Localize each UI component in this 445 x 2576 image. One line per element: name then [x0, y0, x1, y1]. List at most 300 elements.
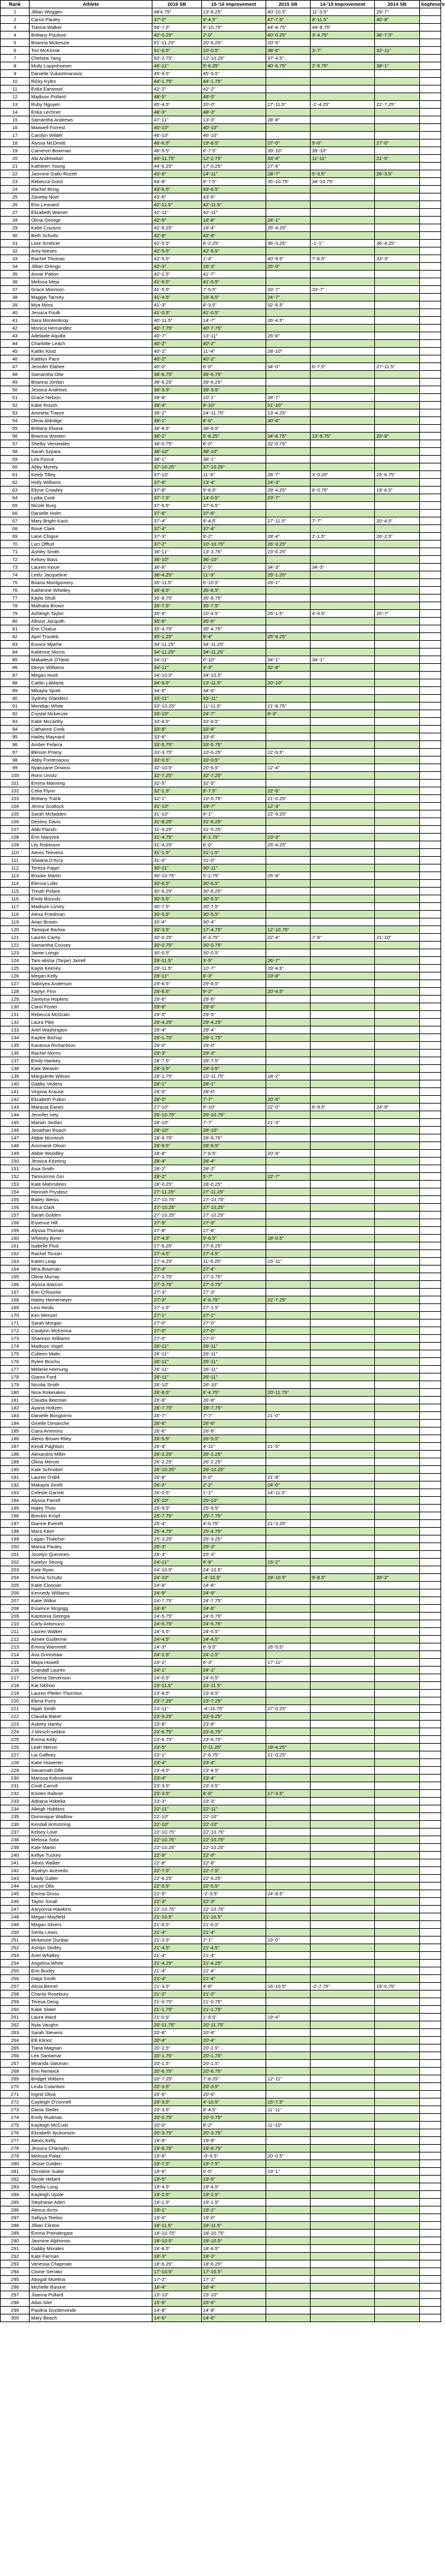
- cell-athlete: Jillian Orengo: [30, 263, 152, 271]
- cell-14-15-improvement: [311, 2307, 375, 2314]
- cell-2014-sb: [375, 1728, 419, 1736]
- cell-2014-sb: [375, 926, 419, 934]
- cell-athlete: Katienne Morris: [30, 648, 152, 656]
- header-15-16-improvement: 15-'16 Improvement: [201, 1, 266, 8]
- cell-2015-sb: [266, 903, 310, 911]
- cell-2015-sb: 39'-10": [266, 147, 310, 155]
- cell-athlete: Emma Schultz: [30, 1574, 152, 1582]
- cell-rank: 279: [1, 2152, 30, 2160]
- cell-2015-sb: 28'-10": [266, 348, 310, 355]
- cell-athlete: Alyssa Alarcon: [30, 1281, 152, 1289]
- cell-rank: 232: [1, 1790, 30, 1798]
- cell-15-16-improvement: 8'-1.75": [201, 834, 266, 841]
- table-row: [1, 1782, 441, 1790]
- cell-15-16-improvement: 27'-10.25": [201, 1212, 266, 1219]
- cell-athlete: Emma Prendergast: [30, 2230, 152, 2237]
- cell-sophomore: [419, 2137, 440, 2145]
- cell-2015-sb: 40'-9.5": [266, 255, 310, 263]
- cell-2015-sb: [266, 2206, 310, 2214]
- cell-sophomore: [419, 1990, 440, 1998]
- cell-rank: 104: [1, 803, 30, 810]
- cell-2015-sb: [266, 648, 310, 656]
- cell-14-15-improvement: [311, 1821, 375, 1829]
- cell-2016-sb: 23'-5": [152, 1744, 201, 1751]
- cell-2015-sb: [266, 1859, 310, 1867]
- cell-2016-sb: 29'-4": [152, 1026, 201, 1034]
- table-row: [1, 2083, 441, 2091]
- cell-14-15-improvement: [311, 895, 375, 903]
- cell-2016-sb: 15'-10": [152, 2291, 201, 2299]
- cell-sophomore: [419, 224, 440, 232]
- cell-15-16-improvement: 9'-4": [201, 633, 266, 641]
- table-row: [1, 93, 441, 101]
- cell-2014-sb: [375, 2199, 419, 2206]
- cell-sophomore: [419, 1751, 440, 1759]
- cell-sophomore: [419, 1104, 440, 1111]
- cell-2016-sb: 25'-4.75": [152, 1528, 201, 1535]
- cell-sophomore: [419, 934, 440, 942]
- cell-2014-sb: [375, 286, 419, 294]
- cell-14-15-improvement: [311, 1034, 375, 1042]
- table-row: [1, 31, 441, 39]
- cell-2014-sb: [375, 2083, 419, 2091]
- cell-14-15-improvement: [311, 2230, 375, 2237]
- cell-athlete: Bailey Weiss: [30, 1196, 152, 1204]
- cell-2016-sb: 34'-11.25": [152, 641, 201, 648]
- cell-14-15-improvement: [311, 710, 375, 718]
- cell-athlete: Livie Smelcer: [30, 240, 152, 247]
- table-row: [1, 201, 441, 209]
- cell-2015-sb: [266, 2284, 310, 2291]
- cell-15-16-improvement: 26'-11": [201, 1358, 266, 1366]
- cell-15-16-improvement: 40'-2": [201, 355, 266, 363]
- cell-15-16-improvement: 21'-4": [201, 1952, 266, 1960]
- cell-2015-sb: 34'-8.75": [266, 433, 310, 440]
- cell-rank: 58: [1, 448, 30, 456]
- cell-sophomore: [419, 1883, 440, 1890]
- table-row: [1, 402, 441, 409]
- table-row: [1, 286, 441, 294]
- cell-sophomore: [419, 1705, 440, 1713]
- cell-rank: 254: [1, 1960, 30, 1967]
- cell-rank: 252: [1, 1944, 30, 1952]
- cell-2016-sb: 20'-0": [152, 2122, 201, 2129]
- cell-2014-sb: [375, 1990, 419, 1998]
- table-row: [1, 247, 441, 255]
- cell-rank: 26: [1, 201, 30, 209]
- cell-rank: 44: [1, 340, 30, 348]
- cell-sophomore: [419, 232, 440, 240]
- cell-15-16-improvement: 39'-6.25": [201, 379, 266, 386]
- table-row: [1, 163, 441, 170]
- cell-2014-sb: [375, 1751, 419, 1759]
- cell-2015-sb: 23'-6.25": [266, 548, 310, 556]
- cell-athlete: Melanie Hornung: [30, 1366, 152, 1373]
- table-row: [1, 1790, 441, 1798]
- cell-athlete: Jocelyn Quinones: [30, 1551, 152, 1559]
- cell-2014-sb: [375, 1998, 419, 2006]
- cell-2016-sb: 19'-5": [152, 2176, 201, 2183]
- cell-athlete: Katie Cloonan: [30, 1582, 152, 1589]
- cell-2015-sb: [266, 1242, 310, 1250]
- cell-2015-sb: [266, 918, 310, 926]
- cell-rank: 208: [1, 1605, 30, 1613]
- cell-2016-sb: 21'-4": [152, 1929, 201, 1936]
- cell-2016-sb: 32'-1.5": [152, 787, 201, 795]
- cell-14-15-improvement: [311, 1913, 375, 1921]
- cell-rank: 199: [1, 1535, 30, 1543]
- table-row: [1, 1759, 441, 1767]
- table-row: [1, 16, 441, 24]
- cell-2016-sb: 39'-3.5": [152, 386, 201, 394]
- cell-2014-sb: [375, 1775, 419, 1782]
- cell-14-15-improvement: 5'-3.5": [311, 170, 375, 178]
- cell-2015-sb: [266, 340, 310, 348]
- cell-athlete: Arian Brown: [30, 918, 152, 926]
- cell-sophomore: [419, 525, 440, 533]
- cell-15-16-improvement: 7'-6.5": [201, 1150, 266, 1158]
- table-row: [1, 510, 441, 517]
- table-row: [1, 1212, 441, 1219]
- cell-14-15-improvement: [311, 1111, 375, 1119]
- table-row: [1, 1613, 441, 1620]
- table-row: [1, 1443, 441, 1451]
- cell-sophomore: [419, 1497, 440, 1505]
- cell-athlete: Lauren Carey: [30, 934, 152, 942]
- cell-athlete: Mara Kiker: [30, 1528, 152, 1535]
- cell-rank: 271: [1, 2091, 30, 2098]
- cell-sophomore: [419, 972, 440, 980]
- cell-2014-sb: [375, 2137, 419, 2145]
- cell-athlete: Emma Wammell: [30, 1643, 152, 1651]
- cell-2016-sb: 29'-1.75": [152, 1034, 201, 1042]
- cell-15-16-improvement: 18'-8": [201, 217, 266, 224]
- cell-sophomore: [419, 55, 440, 62]
- cell-14-15-improvement: [311, 2029, 375, 2037]
- cell-2014-sb: [375, 1505, 419, 1512]
- cell-athlete: Megan Kelly: [30, 972, 152, 980]
- cell-athlete: Jennifer Elahee: [30, 363, 152, 371]
- cell-2016-sb: 19'-1.5": [152, 2199, 201, 2206]
- cell-sophomore: [419, 1528, 440, 1535]
- table-row: [1, 1034, 441, 1042]
- cell-2015-sb: 9'-3": [266, 710, 310, 718]
- cell-15-16-improvement: 30'-5.5": [201, 911, 266, 918]
- cell-15-16-improvement: 32'-7.25": [201, 772, 266, 780]
- cell-2015-sb: [266, 1250, 310, 1258]
- cell-athlete: Katie Wilkin: [30, 1597, 152, 1605]
- table-row: [1, 718, 441, 726]
- cell-14-15-improvement: [311, 1073, 375, 1080]
- cell-2016-sb: 28'-1.75": [152, 1073, 201, 1080]
- cell-rank: 244: [1, 1883, 30, 1890]
- cell-rank: 195: [1, 1505, 30, 1512]
- cell-14-15-improvement: [311, 810, 375, 818]
- cell-2015-sb: [266, 1427, 310, 1435]
- table-row: [1, 1589, 441, 1597]
- cell-2016-sb: 26'-8.5": [152, 1389, 201, 1397]
- cell-athlete: Aaryonna Hawkins: [30, 1906, 152, 1913]
- cell-sophomore: [419, 571, 440, 579]
- cell-athlete: Nyla Vaughn: [30, 2021, 152, 2029]
- cell-2016-sb: 27'-3.75": [152, 1281, 201, 1289]
- cell-15-16-improvement: 7'-7": [201, 1412, 266, 1420]
- cell-14-15-improvement: [311, 1343, 375, 1350]
- cell-2015-sb: [266, 980, 310, 988]
- cell-15-16-improvement: 0'-5": [201, 2168, 266, 2176]
- cell-2014-sb: [375, 996, 419, 1003]
- cell-sophomore: [419, 1936, 440, 1944]
- cell-sophomore: [419, 1805, 440, 1813]
- cell-athlete: Erin Chaluo: [30, 625, 152, 633]
- cell-2014-sb: [375, 1944, 419, 1952]
- table-row: [1, 1142, 441, 1150]
- cell-14-15-improvement: [311, 687, 375, 695]
- cell-sophomore: [419, 417, 440, 425]
- cell-15-16-improvement: 37'-6.5": [201, 502, 266, 510]
- cell-2014-sb: [375, 1582, 419, 1589]
- cell-athlete: Amber Fefarra: [30, 741, 152, 749]
- cell-sophomore: [419, 1065, 440, 1073]
- cell-2015-sb: 20'-10": [266, 679, 310, 687]
- cell-2015-sb: 12'-10.75": [266, 926, 310, 934]
- cell-2014-sb: [375, 2237, 419, 2245]
- cell-2016-sb: 18'-10.75": [152, 2230, 201, 2237]
- cell-2016-sb: 22'-10.25": [152, 1844, 201, 1852]
- cell-2014-sb: [375, 2291, 419, 2299]
- cell-14-15-improvement: [311, 857, 375, 864]
- table-row: [1, 1883, 441, 1890]
- cell-2016-sb: 28'-9.75": [152, 1134, 201, 1142]
- cell-2014-sb: 19'-6.5": [375, 487, 419, 494]
- cell-15-16-improvement: 2'-6.75": [201, 1751, 266, 1759]
- cell-14-15-improvement: [311, 332, 375, 340]
- cell-2016-sb: 22'-9": [152, 1852, 201, 1859]
- cell-14-15-improvement: [311, 209, 375, 217]
- table-row: [1, 2106, 441, 2114]
- cell-2015-sb: 37'-4.5": [266, 55, 310, 62]
- cell-2014-sb: 26'-2.5": [375, 533, 419, 541]
- table-row: [1, 209, 441, 217]
- cell-rank: 213: [1, 1643, 30, 1651]
- cell-athlete: Teresa Deng: [30, 1998, 152, 2006]
- cell-2015-sb: [266, 1620, 310, 1628]
- cell-15-16-improvement: 45'-9.5": [201, 70, 266, 78]
- cell-2014-sb: [375, 1466, 419, 1474]
- table-row: [1, 1242, 441, 1250]
- cell-rank: 7: [1, 55, 30, 62]
- cell-2015-sb: 19'-0": [266, 1936, 310, 1944]
- cell-15-16-improvement: 18'-11.5": [201, 2222, 266, 2230]
- table-row: [1, 1312, 441, 1319]
- cell-2015-sb: 24'-8.5": [266, 1890, 310, 1898]
- cell-athlete: Kanessa Richardson: [30, 1042, 152, 1050]
- cell-2014-sb: 20'-9": [375, 433, 419, 440]
- cell-sophomore: [419, 348, 440, 355]
- cell-14-15-improvement: 3'-4.75": [311, 31, 375, 39]
- cell-14-15-improvement: [311, 1250, 375, 1258]
- cell-2016-sb: 19'-8.75": [152, 2145, 201, 2152]
- cell-athlete: Erin O'Rourke: [30, 1289, 152, 1296]
- cell-2014-sb: [375, 2314, 419, 2322]
- cell-14-15-improvement: [311, 1929, 375, 1936]
- cell-rank: 141: [1, 1088, 30, 1096]
- cell-14-15-improvement: [311, 1713, 375, 1721]
- cell-14-15-improvement: [311, 1674, 375, 1682]
- cell-sophomore: [419, 301, 440, 309]
- cell-sophomore: [419, 1196, 440, 1204]
- cell-2016-sb: 51'-6.5": [152, 47, 201, 55]
- table-row: [1, 533, 441, 541]
- cell-14-15-improvement: [311, 2183, 375, 2191]
- cell-rank: 123: [1, 949, 30, 957]
- cell-rank: 158: [1, 1219, 30, 1227]
- table-row: [1, 2068, 441, 2075]
- cell-sophomore: [419, 872, 440, 880]
- cell-2016-sb: 29'-6.5": [152, 988, 201, 996]
- cell-sophomore: [419, 1088, 440, 1096]
- cell-14-15-improvement: -1'-1": [311, 240, 375, 247]
- cell-14-15-improvement: [311, 1667, 375, 1674]
- cell-athlete: Sara Montenbrop: [30, 317, 152, 325]
- cell-2014-sb: [375, 1890, 419, 1898]
- cell-15-16-improvement: 23'-3.5": [201, 1782, 266, 1790]
- cell-15-16-improvement: 23'-6.75": [201, 1728, 266, 1736]
- cell-rank: 206: [1, 1589, 30, 1597]
- table-row: [1, 1705, 441, 1713]
- table-row: [1, 1127, 441, 1134]
- cell-15-16-improvement: 21'-4.5": [201, 1944, 266, 1952]
- cell-14-15-improvement: 11'-3.5": [311, 8, 375, 16]
- cell-sophomore: [419, 1566, 440, 1574]
- cell-athlete: Mya Moss: [30, 301, 152, 309]
- cell-14-15-improvement: [311, 116, 375, 124]
- cell-rank: 54: [1, 417, 30, 425]
- cell-2014-sb: [375, 1412, 419, 1420]
- cell-2016-sb: 16'-4": [152, 2284, 201, 2291]
- cell-athlete: Olivia George: [30, 217, 152, 224]
- cell-2016-sb: 18'-3": [152, 2253, 201, 2260]
- cell-2016-sb: 32'-1": [152, 795, 201, 803]
- cell-2014-sb: [375, 1458, 419, 1466]
- cell-2014-sb: [375, 2284, 419, 2291]
- cell-athlete: Chelsea Yang: [30, 55, 152, 62]
- cell-2014-sb: [375, 1165, 419, 1173]
- cell-14-15-improvement: [311, 1636, 375, 1643]
- cell-sophomore: [419, 656, 440, 664]
- cell-rank: 220: [1, 1697, 30, 1705]
- cell-14-15-improvement: [311, 309, 375, 317]
- cell-athlete: Katelyn Pace: [30, 355, 152, 363]
- cell-athlete: Aubrey Harley: [30, 1721, 152, 1728]
- cell-2015-sb: [266, 1636, 310, 1643]
- cell-2015-sb: [266, 2029, 310, 2037]
- cell-rank: 52: [1, 402, 30, 409]
- cell-14-15-improvement: [311, 2276, 375, 2284]
- cell-rank: 204: [1, 1574, 30, 1582]
- cell-15-16-improvement: 28'-2": [201, 1165, 266, 1173]
- cell-2014-sb: [375, 1096, 419, 1104]
- cell-2014-sb: [375, 1204, 419, 1212]
- cell-2015-sb: [266, 1404, 310, 1412]
- cell-rank: 33: [1, 255, 30, 263]
- cell-rank: 68: [1, 525, 30, 533]
- cell-14-15-improvement: [311, 1952, 375, 1960]
- cell-sophomore: [419, 471, 440, 479]
- cell-athlete: Kayleigh McCuiin: [30, 2122, 152, 2129]
- cell-2015-sb: [266, 2021, 310, 2029]
- cell-2014-sb: [375, 394, 419, 402]
- cell-2014-sb: [375, 409, 419, 417]
- cell-athlete: Cayleigh O'connell: [30, 2098, 152, 2106]
- cell-athlete: Nicole Hebert: [30, 2176, 152, 2183]
- cell-athlete: Brianna Wooten: [30, 433, 152, 440]
- cell-athlete: Vanessa Chapman: [30, 2260, 152, 2268]
- cell-15-16-improvement: 24'-6": [201, 1605, 266, 1613]
- table-row: [1, 1836, 441, 1844]
- cell-athlete: Eunice Mpehe: [30, 641, 152, 648]
- cell-2014-sb: [375, 1212, 419, 1219]
- cell-15-16-improvement: 30'-7.5": [201, 903, 266, 911]
- cell-2015-sb: 12'-11": [266, 2075, 310, 2083]
- cell-2015-sb: [266, 1111, 310, 1119]
- cell-2014-sb: [375, 1613, 419, 1620]
- cell-2016-sb: 20'-3.5": [152, 2106, 201, 2114]
- cell-15-16-improvement: 10'-10.75": [201, 541, 266, 548]
- cell-athlete: Nyanzane Onwosi: [30, 764, 152, 772]
- cell-15-16-improvement: 10'-0.5": [201, 47, 266, 55]
- cell-sophomore: [419, 193, 440, 201]
- table-row: [1, 379, 441, 386]
- cell-rank: 250: [1, 1929, 30, 1936]
- cell-2015-sb: 12'-4": [266, 764, 310, 772]
- cell-athlete: Rachel Morris: [30, 1050, 152, 1057]
- table-row: [1, 980, 441, 988]
- cell-15-16-improvement: 18'-10.75": [201, 2230, 266, 2237]
- cell-sophomore: [419, 93, 440, 101]
- cell-2014-sb: [375, 1427, 419, 1435]
- cell-2014-sb: [375, 1042, 419, 1050]
- cell-sophomore: [419, 2091, 440, 2098]
- cell-15-16-improvement: 7'-7": [201, 1119, 266, 1127]
- cell-rank: 163: [1, 1258, 30, 1266]
- cell-14-15-improvement: [311, 1944, 375, 1952]
- cell-athlete: Karen Leap: [30, 1258, 152, 1266]
- cell-2015-sb: 22'-6": [266, 787, 310, 795]
- cell-2014-sb: [375, 1721, 419, 1728]
- cell-2015-sb: [266, 2044, 310, 2052]
- cell-2016-sb: 45'-9.5": [152, 70, 201, 78]
- cell-14-15-improvement: [311, 440, 375, 448]
- table-row: [1, 2299, 441, 2307]
- cell-athlete: Katelyn Strong: [30, 1559, 152, 1566]
- cell-athlete: Olivia Aldridge: [30, 417, 152, 425]
- cell-2014-sb: [375, 78, 419, 85]
- cell-2015-sb: [266, 78, 310, 85]
- cell-sophomore: [419, 1312, 440, 1319]
- cell-14-15-improvement: [311, 1975, 375, 1983]
- cell-14-15-improvement: [311, 733, 375, 741]
- table-row: [1, 2060, 441, 2068]
- cell-athlete: Jessica Foulk: [30, 309, 152, 317]
- cell-athlete: Amineta Traore: [30, 409, 152, 417]
- cell-athlete: Kayleigh Upole: [30, 2191, 152, 2199]
- cell-2015-sb: [266, 1844, 310, 1852]
- cell-15-16-improvement: 24'-1": [201, 1667, 266, 1674]
- cell-2016-sb: 22'-3": [152, 1898, 201, 1906]
- cell-2016-sb: 27'-10.25": [152, 1204, 201, 1212]
- cell-15-16-improvement: 31'-5.25": [201, 826, 266, 834]
